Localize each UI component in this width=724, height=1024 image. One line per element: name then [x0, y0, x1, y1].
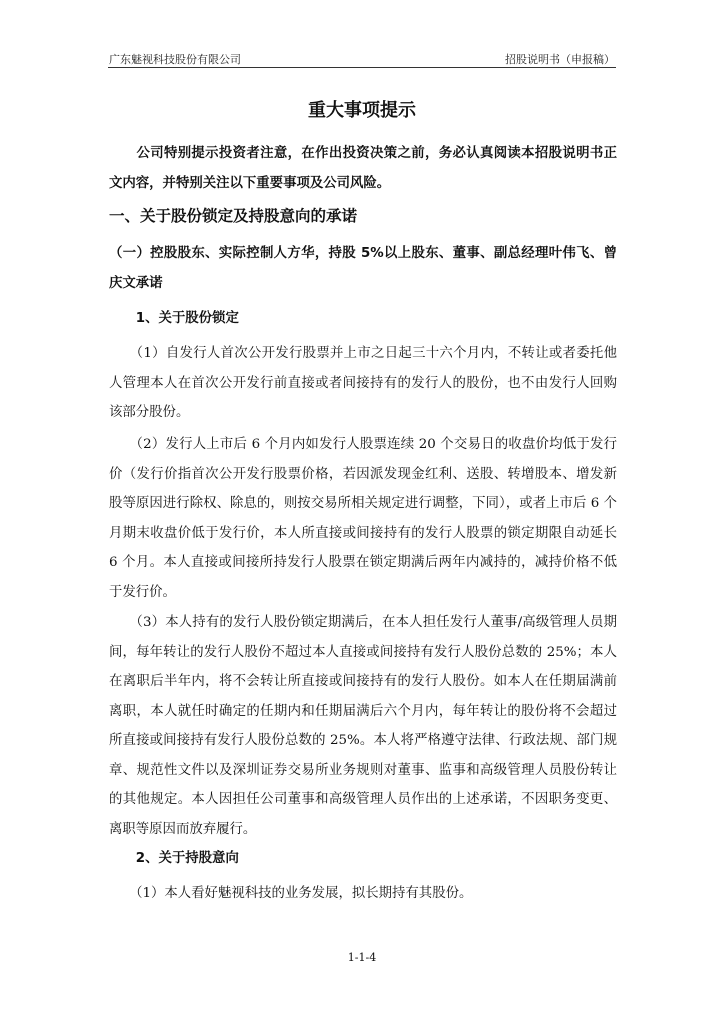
page-title: 重大事项提示: [308, 100, 416, 121]
page-number: 1-1-4: [347, 951, 377, 964]
subsection-heading: （一）控股股东、实际控制人方华，持股 5%以上股东、董事、副总经理叶伟飞、曾庆文承诺: [109, 246, 617, 291]
header-doc-type: 招股说明书（申报稿）: [505, 53, 615, 66]
item-heading-lockup: 1、关于股份锁定: [109, 311, 239, 326]
header-divider: [108, 67, 616, 68]
section-heading: 一、关于股份锁定及持股意向的承诺: [109, 207, 358, 225]
paragraph-4: （1）本人看好魅视科技的业务发展，拟长期持有其股份。: [109, 886, 473, 901]
paragraph-1: （1）自发行人首次公开发行股票并上市之日起三十六个月内，不转让或者委托他人管理本人在首次公开发行前直接或者间接持有的发行人的股份，也不由发行人回购该部分股份。: [109, 346, 617, 420]
paragraph-3: （3）本人持有的发行人股份锁定期满后，在本人担任发行人董事/高级管理人员期间，每年转让的发行人股份不超过本人直接或间接持有发行人股份总数的 25%；本人在离职后半年内，将不会转让所直接或间接持有的发行人股份。如本人在任期届满前离职，本人就任时确定的任期内和任期届满后六个月内，每年转让的股份将不会超过所直接或间接持有发行人股份总数的 25%。本人将严格遵守法律、行政法规、部门规章、规范性文件以及深圳证券交易所业务规则对董事、监事和高级管理人员股份转让的其他规定。本人因担任公司董事和高级管理人员作出的上述承诺，不因职务变更、离职等原因而放弃履行。: [109, 615, 617, 837]
intro-paragraph: 公司特别提示投资者注意，在作出投资决策之前，务必认真阅读本招股说明书正文内容，并特别关注以下重要事项及公司风险。: [109, 146, 617, 191]
item-heading-intent: 2、关于持股意向: [109, 851, 239, 866]
paragraph-2: （2）发行人上市后 6 个月内如发行人股票连续 20 个交易日的收盘价均低于发行价（发行价指首次公开发行股票价格，若因派发现金红利、送股、转增股本、增发新股等原因进行除权、除息的，则按交易所相关规定进行调整，下同），或者上市后 6 个月期末收盘价低于发行价，本人所直接或间接持有的发行人股票的锁定期限自动延长 6 个月。本人直接或间接所持发行人股票在锁定期满后两年内减持的，减持价格不低于发行价。: [109, 437, 617, 600]
header-company: 广东魅视科技股份有限公司: [109, 53, 241, 66]
